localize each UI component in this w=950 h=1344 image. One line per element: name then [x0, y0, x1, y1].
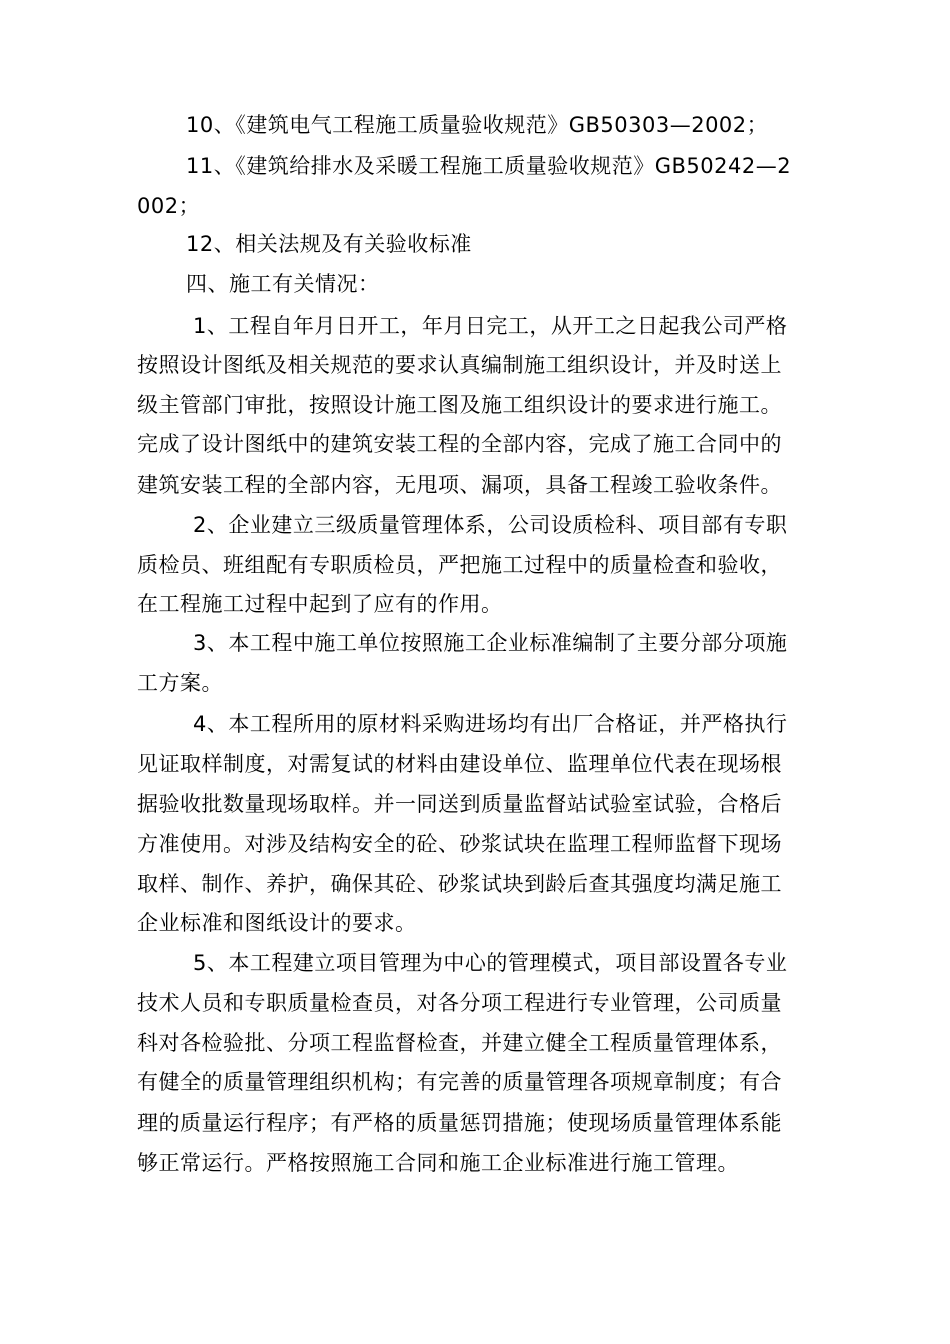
text-line: 理的质量运行程序；有严格的质量惩罚措施；使现场质量管理体系能	[137, 1111, 782, 1135]
text-line: 建筑安装工程的全部内容，无甩项、漏项，具备工程竣工验收条件。	[137, 473, 782, 497]
text-line: 11、《建筑给排水及采暖工程施工质量验收规范》GB50242—2	[186, 154, 792, 178]
text-line: 取样、制作、养护，确保其砼、砂浆试块到龄后查其强度均满足施工	[137, 872, 782, 896]
text-line: 四、施工有关情况：	[186, 272, 380, 296]
text-line: 完成了设计图纸中的建筑安装工程的全部内容，完成了施工合同中的	[137, 432, 782, 456]
text-line: 工方案。	[137, 671, 223, 695]
text-line: 2、企业建立三级质量管理体系，公司设质检科、项目部有专职	[193, 513, 788, 537]
text-line: 够正常运行。严格按照施工合同和施工企业标准进行施工管理。	[137, 1151, 739, 1175]
text-line: 12、相关法规及有关验收标准	[186, 232, 472, 256]
text-line: 10、《建筑电气工程施工质量验收规范》GB50303—2002；	[186, 113, 769, 137]
text-line: 按照设计图纸及相关规范的要求认真编制施工组织设计，并及时送上	[137, 353, 782, 377]
text-line: 3、本工程中施工单位按照施工企业标准编制了主要分部分项施	[193, 631, 788, 655]
text-line: 1、工程自年月日开工，年月日完工，从开工之日起我公司严格	[193, 314, 788, 338]
text-line: 企业标准和图纸设计的要求。	[137, 911, 417, 935]
text-line: 在工程施工过程中起到了应有的作用。	[137, 592, 503, 616]
text-line: 见证取样制度，对需复试的材料由建设单位、监理单位代表在现场根	[137, 752, 782, 776]
text-line: 据验收批数量现场取样。并一同送到质量监督站试验室试验，合格后	[137, 792, 782, 816]
text-line: 科对各检验批、分项工程监督检查，并建立健全工程质量管理体系，	[137, 1031, 782, 1055]
text-line: 有健全的质量管理组织机构；有完善的质量管理各项规章制度；有合	[137, 1070, 782, 1094]
text-line: 质检员、班组配有专职质检员，严把施工过程中的质量检查和验收，	[137, 553, 782, 577]
text-line: 级主管部门审批，按照设计施工图及施工组织设计的要求进行施工。	[137, 393, 782, 417]
text-line: 方准使用。对涉及结构安全的砼、砂浆试块在监理工程师监督下现场	[137, 832, 782, 856]
text-line: 4、本工程所用的原材料采购进场均有出厂合格证，并严格执行	[193, 712, 788, 736]
text-line: 002；	[137, 194, 201, 218]
text-line: 技术人员和专职质量检查员，对各分项工程进行专业管理，公司质量	[137, 991, 782, 1015]
text-line: 5、本工程建立项目管理为中心的管理模式，项目部设置各专业	[193, 951, 788, 975]
